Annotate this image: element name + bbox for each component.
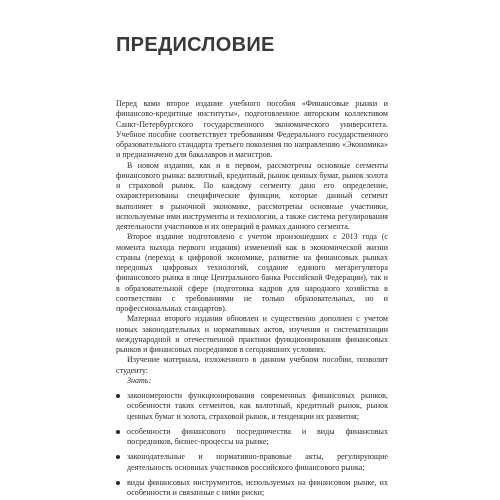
list-item-text: закономерности функционирования современных финансовых рынков, особенности таких сегментов, как валютный, кредитный рынок, рынок ценных бумаг и золота, страховой рынок, и тенденции их развития; [127,391,388,421]
paragraph: Материал второго издания обновлен и существенно дополнен с учетом новых законодательных и нормативных актов, изучения и систематизации международной и отечественной практики функционирования финансовых рынков и финансовых посредников в сегодняшних условиях. [116,314,388,354]
list-item [116,478,388,499]
list-item-text: особенности финансового посредничества и виды финансовых посредников, бизнес-процессы на рынке; [127,426,388,446]
bullet-icon [116,394,120,398]
paragraph: Второе издание подготовлено с учетом произошедших с 2013 года (с момента выхода первого издания) изменений как в экономической жизни страны (переход к цифровой экономике, развитие на финансовых рынках передовых цифровых технологий, создание единого мегарегулятора финансового рынка в лице Центрального банка Российской Федерации), так и в образовательной сфере (подготовка кадров для народного хозяйства в соответствии с требованиями не только образовательных, но и профессиональных стандартов). [116,232,388,313]
list-item-text: виды финансовых инструментов, используемых на финансовом рынке, их особенности и связанные с ними риски; [127,477,388,497]
bullet-icon [116,481,120,485]
paragraph: В новом издании, как и в первом, рассмотрены основные сегменты финансового рынка: валютный, кредитный, рынок ценных бумаг, рынок золота и страховой рынок. По каждому сегменту дано его определение, охарактеризованы специфические функции, которые данный сегмент выполняет в рыночной экономике, рассмотрены основные участники, используемые ими инструменты и технологии, а также система регулирования деятельности участников и их операций в рамках данного сегмента. [116,160,388,231]
paragraph: Перед вами второе издание учебного пособия «Финансовые рынки и финансово-кредитные институты», подготовленное авторским коллективом Санкт-Петербургского государственного экономического университета. Учебное пособие соответствует требованиям Федерального государственного образовательного стандарта третьего поколения по направлению «Экономика» и предназначено для бакалавров и магистров. [116,99,388,160]
bullet-icon [116,430,120,434]
list-item [116,391,388,422]
page-title: ПРЕДИСЛОВИЕ [116,34,275,56]
list-item-text: законодательные и нормативно-правовые акты, регулирующие деятельность основных участников российского финансового рынка; [127,452,388,472]
list-item [116,427,388,448]
body-text [116,99,388,498]
list-lead: Знать: [127,375,152,385]
bullet-list [116,391,388,498]
paragraph: Изучение материала, изложенного в данном учебном пособии, позволит студенту: [116,355,388,375]
list-item [116,452,388,473]
bullet-icon [116,455,120,459]
